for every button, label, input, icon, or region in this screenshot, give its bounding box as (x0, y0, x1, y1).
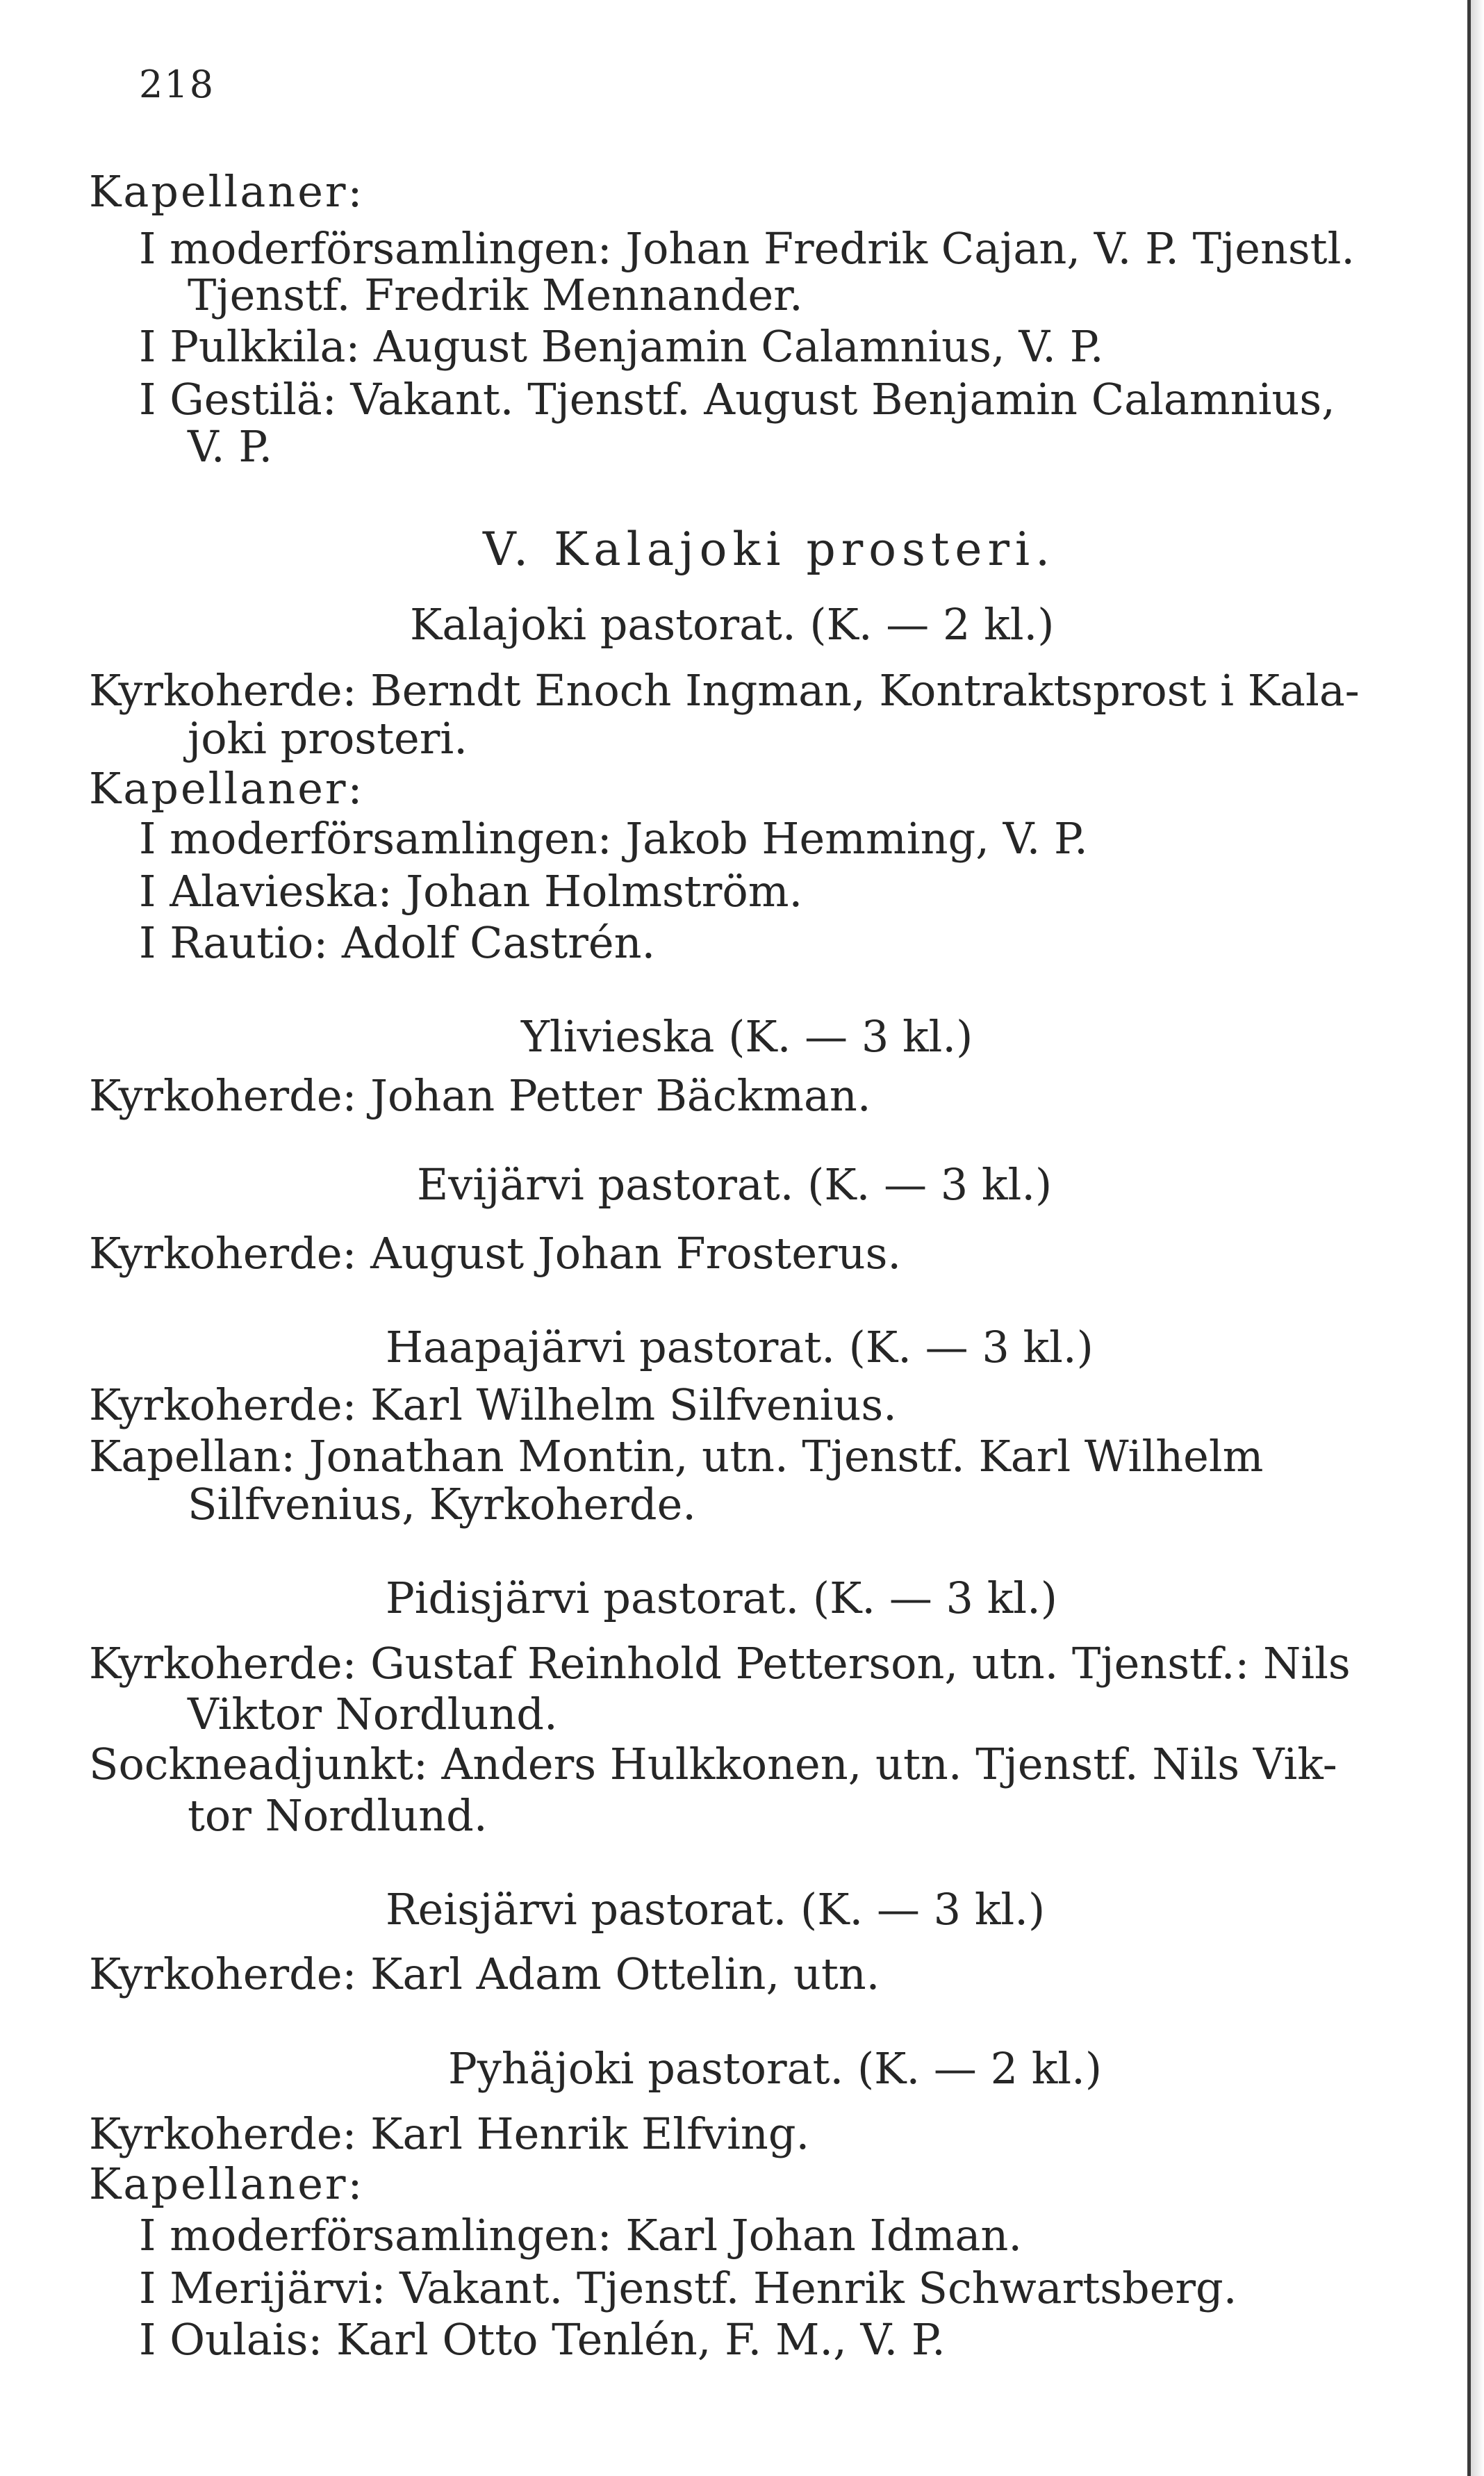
parish-heading: Kalajoki pastorat. (K. — 2 kl.) (410, 599, 1055, 650)
text-line: I Gestilä: Vakant. Tjenstf. August Benjamin Calamnius, (139, 374, 1335, 425)
parish-heading: Evijärvi pastorat. (K. — 3 kl.) (417, 1159, 1053, 1210)
text-line: I moderförsamlingen: Jakob Hemming, V. P. (139, 813, 1088, 864)
text-line: I Alavieska: Johan Holmström. (139, 866, 803, 917)
text-line: I moderförsamlingen: Johan Fredrik Cajan, V. P. Tjenstl. (139, 223, 1355, 274)
text-line: Kapellaner: (89, 763, 365, 814)
text-line: I Pulkkila: August Benjamin Calamnius, V. P. (139, 321, 1104, 372)
text-line: Kapellaner: (89, 2158, 365, 2209)
text-line: Sockneadjunkt: Anders Hulkkonen, utn. Tjenstf. Nils Vik- (89, 1739, 1337, 1789)
text-line: Silfvenius, Kyrkoherde. (188, 1479, 696, 1530)
text-line: Kyrkoherde: Karl Adam Ottelin, utn. (89, 1949, 880, 1999)
text-line: Kyrkoherde: Johan Petter Bäckman. (89, 1070, 871, 1121)
text-line: V. P. (188, 421, 273, 472)
text-line: Viktor Nordlund. (188, 1689, 558, 1739)
page-number: 218 (139, 63, 215, 106)
text-line: Kyrkoherde: Karl Henrik Elfving. (89, 2108, 810, 2159)
text-line: tor Nordlund. (188, 1790, 488, 1841)
text-line: Kapellaner: (89, 166, 365, 217)
parish-heading: Ylivieska (K. — 3 kl.) (521, 1011, 973, 1062)
parish-heading: Pidisjärvi pastorat. (K. — 3 kl.) (386, 1573, 1057, 1623)
parish-heading: Reisjärvi pastorat. (K. — 3 kl.) (386, 1884, 1046, 1935)
page-edge-shadow (1471, 0, 1484, 2476)
text-line: Kyrkoherde: Gustaf Reinhold Petterson, utn. Tjenstf.: Nils (89, 1638, 1351, 1689)
section-heading: V. Kalajoki prosteri. (483, 523, 1056, 576)
text-line: joki prosteri. (188, 713, 468, 764)
text-line: I Oulais: Karl Otto Tenlén, F. M., V. P. (139, 2314, 946, 2365)
text-line: Kyrkoherde: August Johan Frosterus. (89, 1228, 902, 1279)
text-line: I moderförsamlingen: Karl Johan Idman. (139, 2210, 1023, 2261)
text-line: I Rautio: Adolf Castrén. (139, 917, 656, 968)
text-line: I Merijärvi: Vakant. Tjenstf. Henrik Schwartsberg. (139, 2263, 1237, 2313)
text-line: Kyrkoherde: Berndt Enoch Ingman, Kontraktsprost i Kala- (89, 665, 1360, 716)
parish-heading: Pyhäjoki pastorat. (K. — 2 kl.) (448, 2043, 1103, 2094)
parish-heading: Haapajärvi pastorat. (K. — 3 kl.) (386, 1322, 1094, 1372)
text-line: Kyrkoherde: Karl Wilhelm Silfvenius. (89, 1379, 897, 1430)
text-line: Kapellan: Jonathan Montin, utn. Tjenstf. Karl Wilhelm (89, 1431, 1264, 1482)
text-line: Tjenstf. Fredrik Mennander. (188, 270, 803, 320)
